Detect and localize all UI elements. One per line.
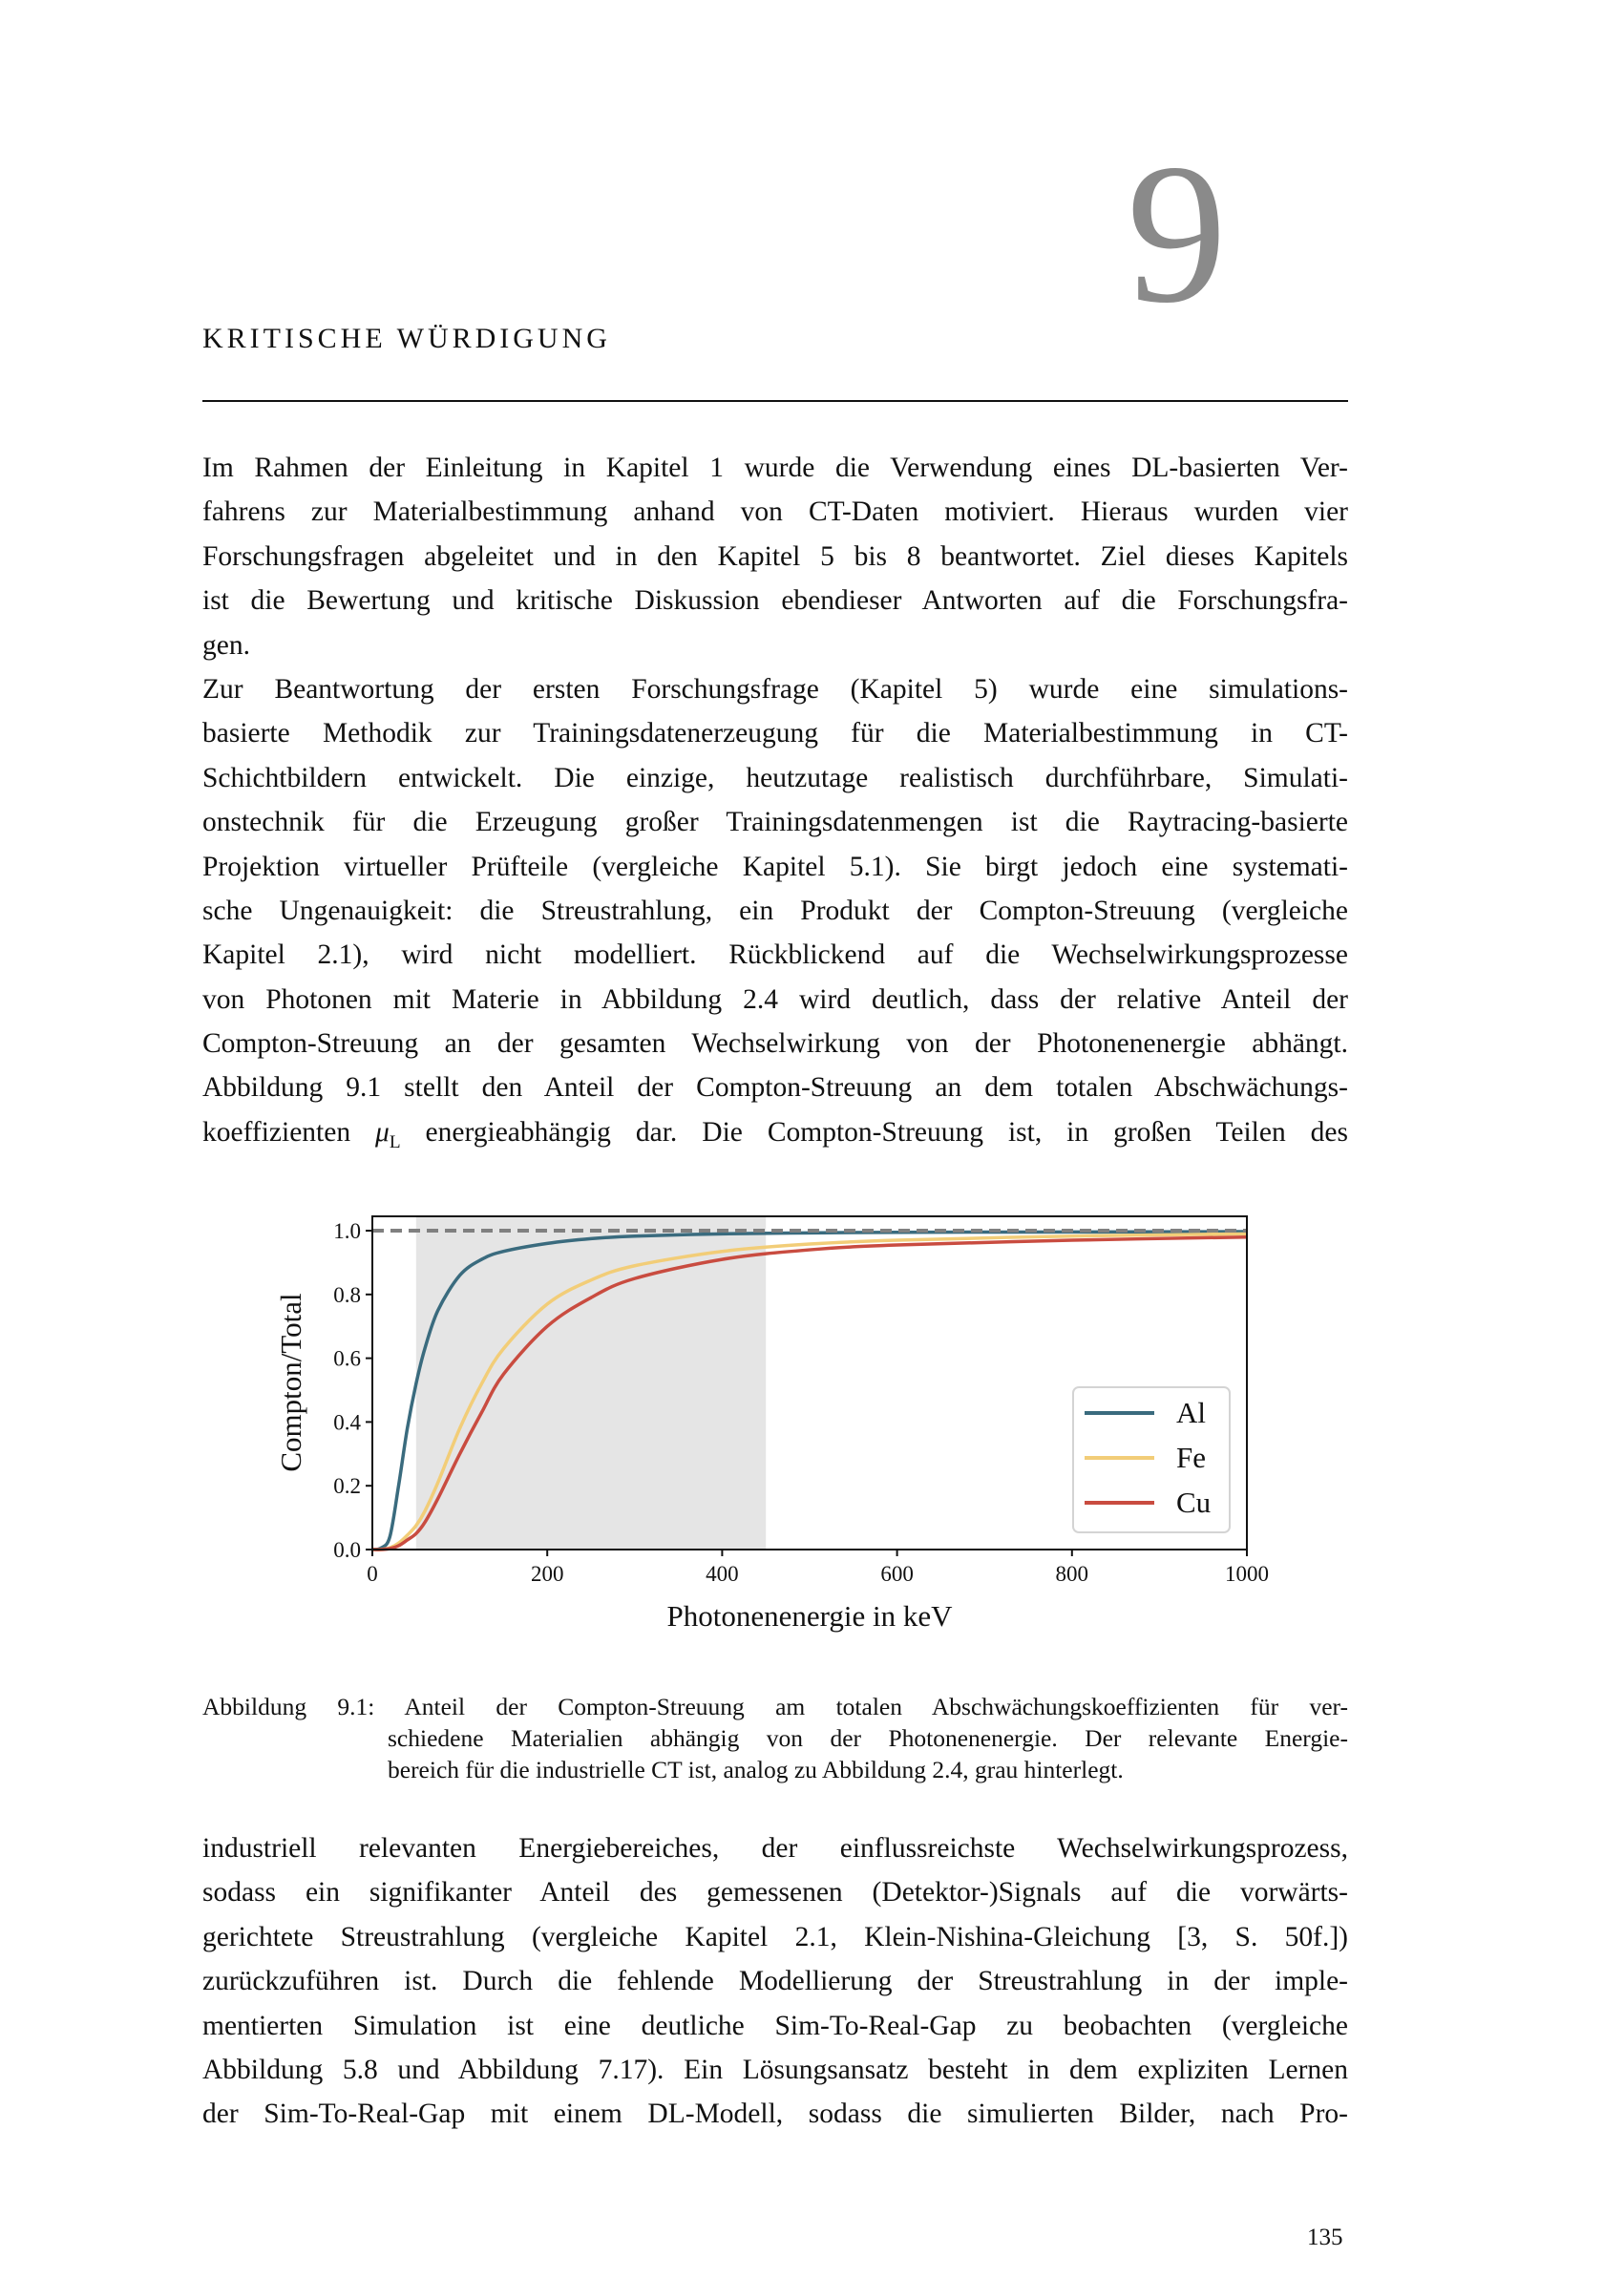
- compton-ratio-chart: [258, 1193, 1270, 1652]
- x-tick-label: 800: [1055, 1562, 1089, 1586]
- text-line: Compton-Streuung an der gesamten Wechselwirkung von der Photonenenergie abhängt.: [202, 1028, 1348, 1060]
- text-line: gen.: [202, 629, 250, 661]
- page-number: 135: [1307, 2225, 1343, 2250]
- x-axis-label: Photonenenergie in keV: [666, 1599, 953, 1633]
- text-line: Zur Beantwortung der ersten Forschungsfrage (Kapitel 5) wurde eine simulations-: [202, 673, 1348, 705]
- text-line: gerichtete Streustrahlung (vergleiche Kapitel 2.1, Klein-Nishina-Gleichung [3, S. 50f.]): [202, 1921, 1348, 1952]
- text-line: Forschungsfragen abgeleitet und in den Kapitel 5 bis 8 beantwortet. Ziel dieses Kapitels: [202, 540, 1348, 572]
- caption-text: bereich für die industrielle CT ist, analog zu Abbildung 2.4, grau hinterlegt.: [388, 1756, 1124, 1783]
- text-line: Projektion virtueller Prüfteile (vergleiche Kapitel 5.1). Sie birgt jedoch eine systemati-: [202, 851, 1348, 882]
- text-line: [202, 1110, 1348, 1154]
- text-line: mentierten Simulation ist eine deutliche Sim-To-Real-Gap zu beobachten (vergleiche: [202, 2010, 1348, 2041]
- y-axis-label: Compton/Total: [274, 1293, 307, 1472]
- text: energieabhängig dar. Die Compton-Streuung ist, in großen Teilen des: [400, 1116, 1348, 1148]
- chapter-title: KRITISCHE WÜRDIGUNG: [202, 323, 611, 354]
- x-tick-label: 200: [530, 1562, 564, 1586]
- y-tick-label: 0.6: [333, 1346, 361, 1371]
- text: koeffizienten: [202, 1116, 376, 1148]
- y-tick-label: 1.0: [333, 1219, 361, 1244]
- text-line: sodass ein signifikanter Anteil des gemessenen (Detektor-)Signals auf die vorwärts-: [202, 1877, 1348, 1909]
- text-line: industriell relevanten Energiebereiches, der einflussreichste Wechselwirkungsprozess,: [202, 1833, 1348, 1864]
- text-line: ist die Bewertung und kritische Diskussion ebendieser Antworten auf die Forschungsfra-: [202, 585, 1348, 617]
- text-line: sche Ungenauigkeit: die Streustrahlung, ein Produkt der Compton-Streuung (vergleiche: [202, 895, 1348, 926]
- text-line: Schichtbildern entwickelt. Die einzige, heutzutage realistisch durchführbare, Simulati-: [202, 762, 1348, 793]
- text-line: Im Rahmen der Einleitung in Kapitel 1 wurde die Verwendung eines DL-basierten Ver-: [202, 453, 1348, 483]
- caption-text: Anteil der Compton-Streuung am totalen Abschwächungskoeffizienten für ver-: [404, 1693, 1349, 1720]
- legend-label-fe: Fe: [1176, 1441, 1206, 1474]
- x-tick-label: 1000: [1225, 1562, 1269, 1586]
- x-tick-label: 600: [880, 1562, 914, 1586]
- paragraph-1: [202, 446, 1348, 1154]
- paragraph-3: [202, 1826, 1348, 2137]
- chapter-number: 9: [1127, 123, 1227, 345]
- text-line: zurückzuführen ist. Durch die fehlende Modellierung der Streustrahlung in der imple-: [202, 1966, 1348, 1997]
- y-tick-label: 0.2: [333, 1474, 361, 1499]
- title-rule: [202, 400, 1348, 402]
- legend-label-cu: Cu: [1176, 1486, 1212, 1519]
- y-tick-label: 0.0: [333, 1538, 361, 1562]
- y-tick-label: 0.8: [333, 1282, 361, 1307]
- text-line: der Sim-To-Real-Gap mit einem DL-Modell, sodass die simulierten Bilder, nach Pro-: [202, 2099, 1348, 2130]
- caption-text: schiedene Materialien abhängig von der Photonenenergie. Der relevante Energie-: [388, 1724, 1348, 1752]
- text-line: von Photonen mit Materie in Abbildung 2.4 wird deutlich, dass der relative Anteil der: [202, 983, 1348, 1015]
- text-line: fahrens zur Materialbestimmung anhand von CT-Daten motiviert. Hieraus wurden vier: [202, 496, 1348, 528]
- x-tick-label: 400: [706, 1562, 739, 1586]
- math-symbol: μ: [375, 1116, 390, 1148]
- text-line: onstechnik für die Erzeugung großer Trainingsdatenmengen ist die Raytracing-basierte: [202, 807, 1348, 838]
- figure-caption: [202, 1691, 1348, 1785]
- y-tick-label: 0.4: [333, 1410, 361, 1435]
- legend-label-al: Al: [1176, 1396, 1206, 1429]
- text-line: basierte Methodik zur Trainingsdatenerzeugung für die Materialbestimmung in CT-: [202, 718, 1348, 749]
- caption-label: Abbildung 9.1:: [202, 1693, 375, 1720]
- x-tick-label: 0: [367, 1562, 378, 1586]
- text-line: Kapitel 2.1), wird nicht modelliert. Rückblickend auf die Wechselwirkungsprozesse: [202, 939, 1348, 971]
- math-subscript: L: [389, 1131, 401, 1152]
- text-line: Abbildung 9.1 stellt den Anteil der Compton-Streuung an dem totalen Abschwächungs-: [202, 1072, 1348, 1104]
- text-line: Abbildung 5.8 und Abbildung 7.17). Ein Lösungsansatz besteht in dem expliziten Lernen: [202, 2054, 1348, 2085]
